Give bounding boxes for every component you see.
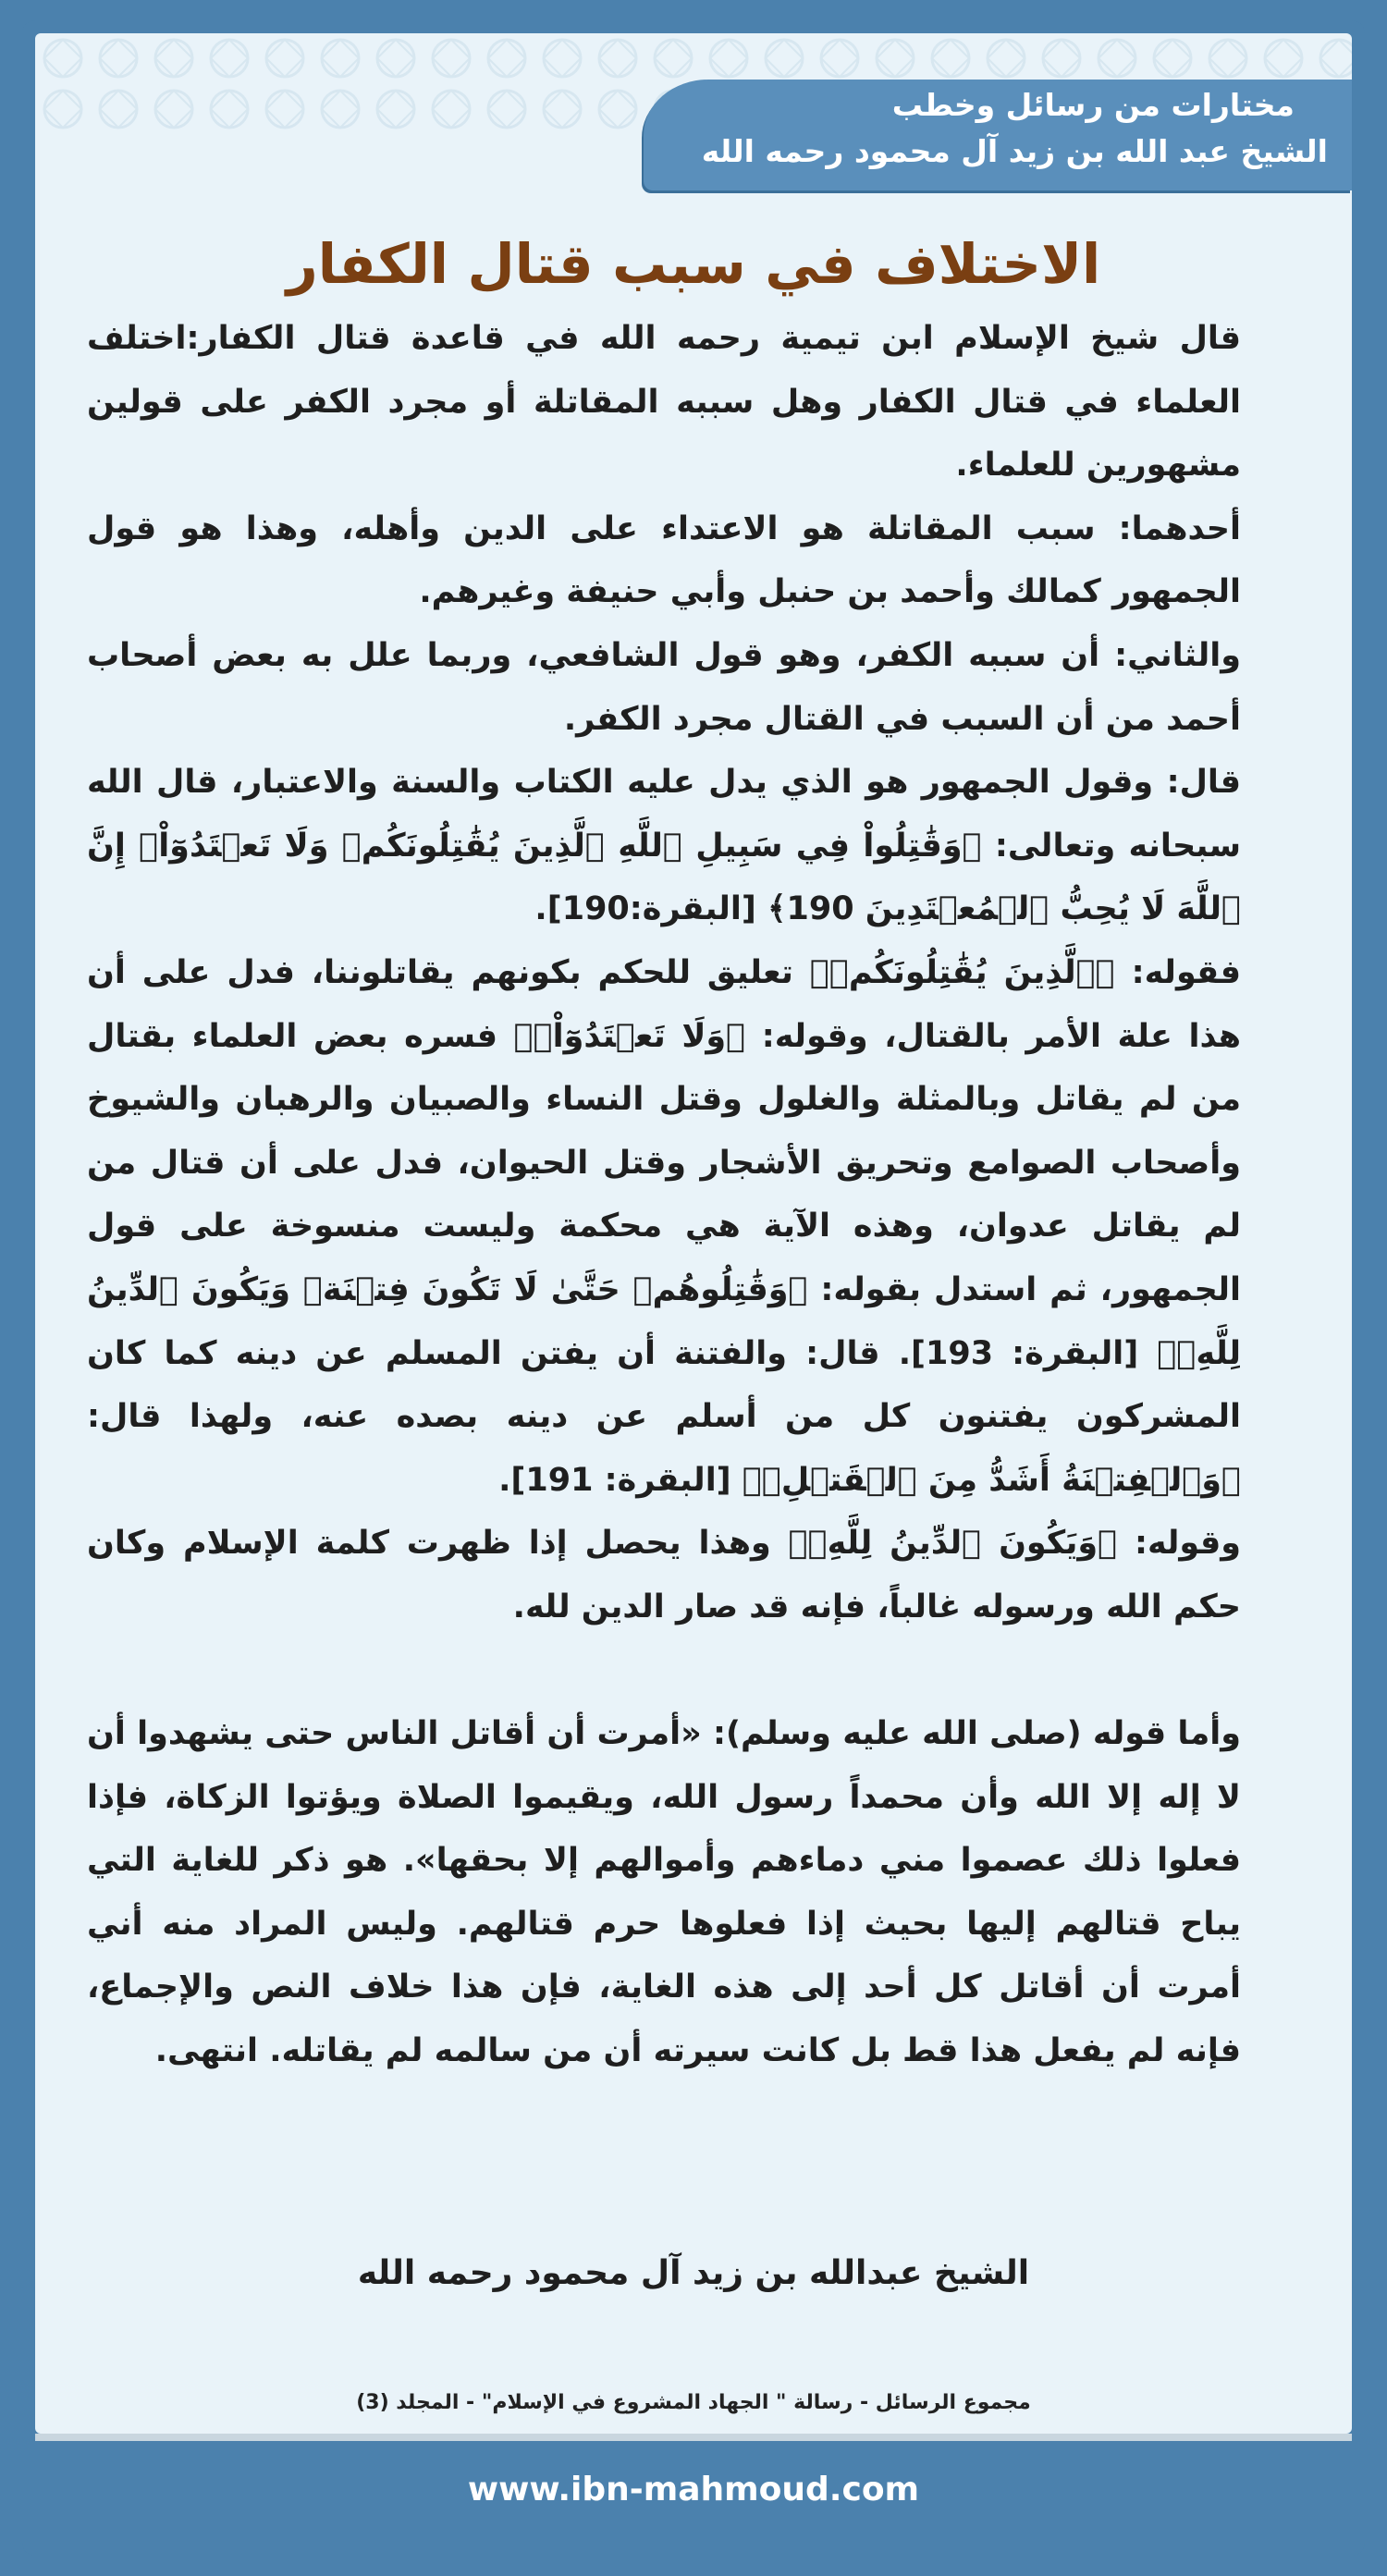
website-link[interactable]: www.ibn-mahmoud.com: [467, 2471, 920, 2509]
author-signature: الشيخ عبدالله بن زيد آل محمود رحمه الله: [357, 2254, 1030, 2292]
article-body: [87, 307, 1241, 2083]
paragraph-explanation: فقوله: ﴿ٱلَّذِينَ يُقَٰتِلُونَكُمۡ﴾ تعليق للحكم بكونهم يقاتلوننا، فدل على أن هذا علة الأمر بالقتال، وقوله: ﴿وَلَا تَعۡتَدُوٓاْۚ﴾ فسره بعض العلماء بقتال من لم يقاتل وبالمثلة والغلول وقتل النساء والصبيان والرهبان والشيوخ وأصحاب الصوامع وتحريق الأشجار وقتل الحيوان، فدل على أن قتال من لم يقاتل عدوان، وهذه الآية هي محكمة وليست منسوخة على قول الجمهور، ثم استدل بقوله: ﴿وَقَٰتِلُوهُمۡ حَتَّىٰ لَا تَكُونَ فِتۡنَةٞ وَيَكُونَ ٱلدِّينُ لِلَّهِۖ﴾ [البقرة: 193]. قال: والفتنة أن يفتن المسلم عن دينه كما كان المشركون يفتنون كل من أسلم عن دينه بصده عنه، ولهذا قال: ﴿وَٱلۡفِتۡنَةُ أَشَدُّ مِنَ ٱلۡقَتۡلِۚ﴾ [البقرة: 191].: [87, 953, 1241, 1499]
paragraph-evidence: قال: وقول الجمهور هو الذي يدل عليه الكتاب والسنة والاعتبار، قال الله سبحانه وتعالى: ﴿وَقَٰتِلُواْ فِي سَبِيلِ ٱللَّهِ ٱلَّذِينَ يُقَٰتِلُونَكُمۡ وَلَا تَعۡتَدُوٓاْۚ إِنَّ ٱللَّهَ لَا يُحِبُّ ٱلۡمُعۡتَدِينَ 190﴾ [البقرة:190].: [87, 764, 1241, 928]
paragraph-religion-for-allah: وقوله: ﴿وَيَكُونَ ٱلدِّينُ لِلَّهِۖ﴾ وهذا يحصل إذا ظهرت كلمة الإسلام وكان حكم الله ورسوله غالباً، فإنه قد صار الدين لله.: [87, 1525, 1241, 1625]
header-banner: [644, 80, 1352, 190]
paragraph-second-opinion: والثاني: أن سببه الكفر، وهو قول الشافعي، وربما علل به بعض أصحاب أحمد من أن السبب في القتال مجرد الكفر.: [87, 636, 1241, 738]
header-author-name: الشيخ عبد الله بن زيد آل محمود رحمه الله: [701, 133, 1328, 169]
content-panel: [35, 33, 1352, 2434]
footer-divider: [35, 2434, 1352, 2441]
source-citation: مجموع الرسائل - رسالة " الجهاد المشروع في الإسلام" - المجلد (3): [356, 2391, 1031, 2414]
header-collection-title: مختارات من رسائل وخطب: [891, 87, 1295, 123]
paragraph-hadith: وأما قوله (صلى الله عليه وسلم): «أمرت أن أقاتل الناس حتى يشهدوا أن لا إله إلا الله وأن محمداً رسول الله، ويقيموا الصلاة ويؤتوا الزكاة، فإذا فعلوا ذلك عصموا مني دماءهم وأموالهم إلا بحقها». هو ذكر للغاية التي يباح قتالهم إليها بحيث إذا فعلوها حرم قتالهم. وليس المراد منه أني أمرت أن أقاتل كل أحد إلى هذه الغاية، فإن هذا خلاف النص والإجماع، فإنه لم يفعل هذا قط بل كانت سيرته أن من سالمه لم يقاتله. انتهى.: [87, 1715, 1241, 2070]
paragraph-first-opinion: أحدهما: سبب المقاتلة هو الاعتداء على الدين وأهله، وهذا هو قول الجمهور كمالك وأحمد بن حنبل وأبي حنيفة وغيرهم.: [87, 509, 1241, 611]
paragraph-intro: قال شيخ الإسلام ابن تيمية رحمه الله في قاعدة قتال الكفار:اختلف العلماء في قتال الكفار وهل سببه المقاتلة أو مجرد الكفر على قولين مشهورين للعلماء.: [87, 320, 1241, 485]
page-title: الاختلاف في سبب قتال الكفار: [286, 232, 1101, 296]
paragraph-spacer: [87, 1638, 1241, 1702]
